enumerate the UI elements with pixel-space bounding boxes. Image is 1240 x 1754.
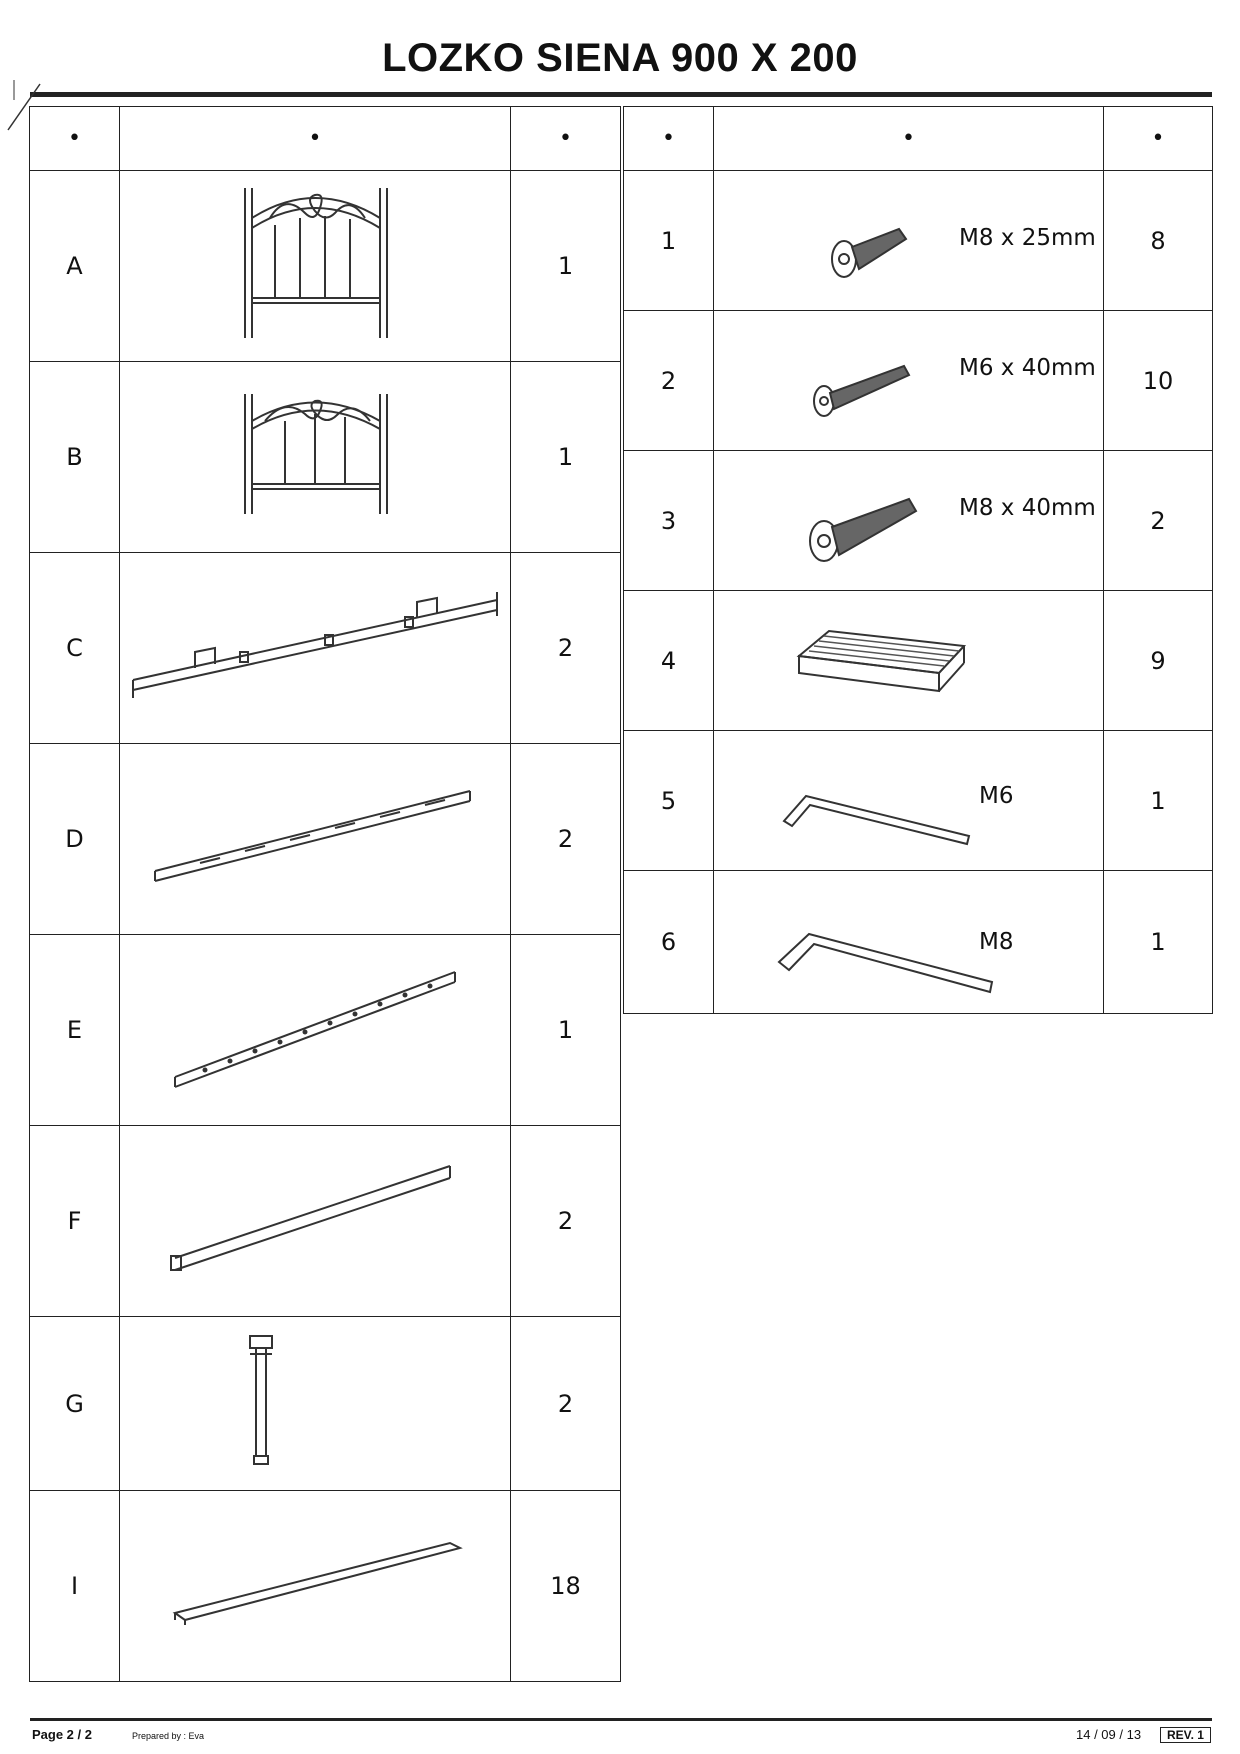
table-row — [30, 1491, 621, 1682]
part-id: C — [30, 553, 120, 744]
allen-key-icon — [714, 882, 1104, 1002]
hardware-qty: 1 — [1104, 731, 1213, 871]
hardware-qty: 8 — [1104, 171, 1213, 311]
part-qty: 1 — [511, 935, 621, 1126]
table-row — [30, 553, 621, 744]
part-id: A — [30, 171, 120, 362]
table-row — [30, 1126, 621, 1317]
allen-key-icon — [714, 741, 1104, 861]
part-image-slat-rail — [120, 744, 511, 935]
footer-rule — [30, 1718, 1212, 1721]
table-row — [624, 871, 1213, 1014]
parts-table-left — [29, 106, 621, 1682]
part-qty: 18 — [511, 1491, 621, 1682]
hardware-qty: 2 — [1104, 451, 1213, 591]
hardware-image-slat-holder — [714, 591, 1104, 731]
table-row — [624, 591, 1213, 731]
table-header-row — [30, 107, 621, 171]
part-qty: 2 — [511, 744, 621, 935]
hardware-spec: M8 x 40mm — [959, 495, 1096, 521]
part-id: E — [30, 935, 120, 1126]
hardware-spec: M8 x 25mm — [959, 225, 1096, 251]
leg-drawing — [190, 1326, 440, 1476]
part-qty: 2 — [511, 1317, 621, 1491]
hardware-image-allen-key — [714, 871, 1104, 1014]
hardware-qty: 1 — [1104, 871, 1213, 1014]
hardware-image-bolt — [714, 171, 1104, 311]
hardware-id: 5 — [624, 731, 714, 871]
center-rail-drawing — [165, 962, 465, 1092]
part-image-leg — [120, 1317, 511, 1491]
footboard-drawing — [225, 389, 405, 519]
table-row — [30, 171, 621, 362]
header-cell: • — [1104, 107, 1213, 171]
hardware-spec: M8 — [979, 929, 1014, 955]
title-rule — [30, 92, 1212, 97]
footer-page: Page 2 / 2 — [32, 1727, 92, 1742]
header-cell: • — [511, 107, 621, 171]
parts-table-right — [623, 106, 1213, 1014]
hardware-spec: M6 x 40mm — [959, 355, 1096, 381]
slat-rail-drawing — [150, 781, 480, 891]
footer-prepared: Prepared by : Eva — [132, 1731, 205, 1741]
table-row — [30, 1317, 621, 1491]
part-id: D — [30, 744, 120, 935]
footer-date: 14 / 09 / 13 — [1076, 1727, 1142, 1742]
hardware-id: 4 — [624, 591, 714, 731]
part-id: F — [30, 1126, 120, 1317]
slat-drawing — [165, 1528, 465, 1638]
side-rail-drawing — [125, 580, 505, 710]
tube-drawing — [165, 1158, 465, 1278]
hardware-image-allen-key — [714, 731, 1104, 871]
table-row — [624, 731, 1213, 871]
slat-holder-icon — [714, 601, 1104, 721]
part-qty: 2 — [511, 553, 621, 744]
part-image-side-rail — [120, 553, 511, 744]
table-row — [30, 935, 621, 1126]
table-row — [624, 171, 1213, 311]
part-image-headboard — [120, 171, 511, 362]
part-qty: 1 — [511, 171, 621, 362]
part-qty: 2 — [511, 1126, 621, 1317]
footer-revision — [1160, 1727, 1211, 1742]
table-row — [30, 744, 621, 935]
table-header-row — [624, 107, 1213, 171]
part-image-slat — [120, 1491, 511, 1682]
hardware-qty: 10 — [1104, 311, 1213, 451]
hardware-qty: 9 — [1104, 591, 1213, 731]
hardware-image-bolt — [714, 451, 1104, 591]
table-row — [624, 311, 1213, 451]
revision-badge: REV. 1 — [1160, 1727, 1211, 1743]
part-id: G — [30, 1317, 120, 1491]
part-image-footboard — [120, 362, 511, 553]
table-row — [30, 362, 621, 553]
header-cell: • — [624, 107, 714, 171]
part-id: I — [30, 1491, 120, 1682]
part-image-center-rail — [120, 935, 511, 1126]
part-qty: 1 — [511, 362, 621, 553]
hardware-id: 1 — [624, 171, 714, 311]
header-cell: • — [120, 107, 511, 171]
table-row — [624, 451, 1213, 591]
hardware-id: 6 — [624, 871, 714, 1014]
headboard-drawing — [225, 183, 405, 343]
hardware-id: 2 — [624, 311, 714, 451]
hardware-image-bolt — [714, 311, 1104, 451]
page-title: LOZKO SIENA 900 X 200 — [382, 36, 858, 80]
part-id: B — [30, 362, 120, 553]
part-image-tube — [120, 1126, 511, 1317]
header-cell: • — [30, 107, 120, 171]
hardware-spec: M6 — [979, 783, 1014, 809]
hardware-id: 3 — [624, 451, 714, 591]
header-cell: • — [714, 107, 1104, 171]
